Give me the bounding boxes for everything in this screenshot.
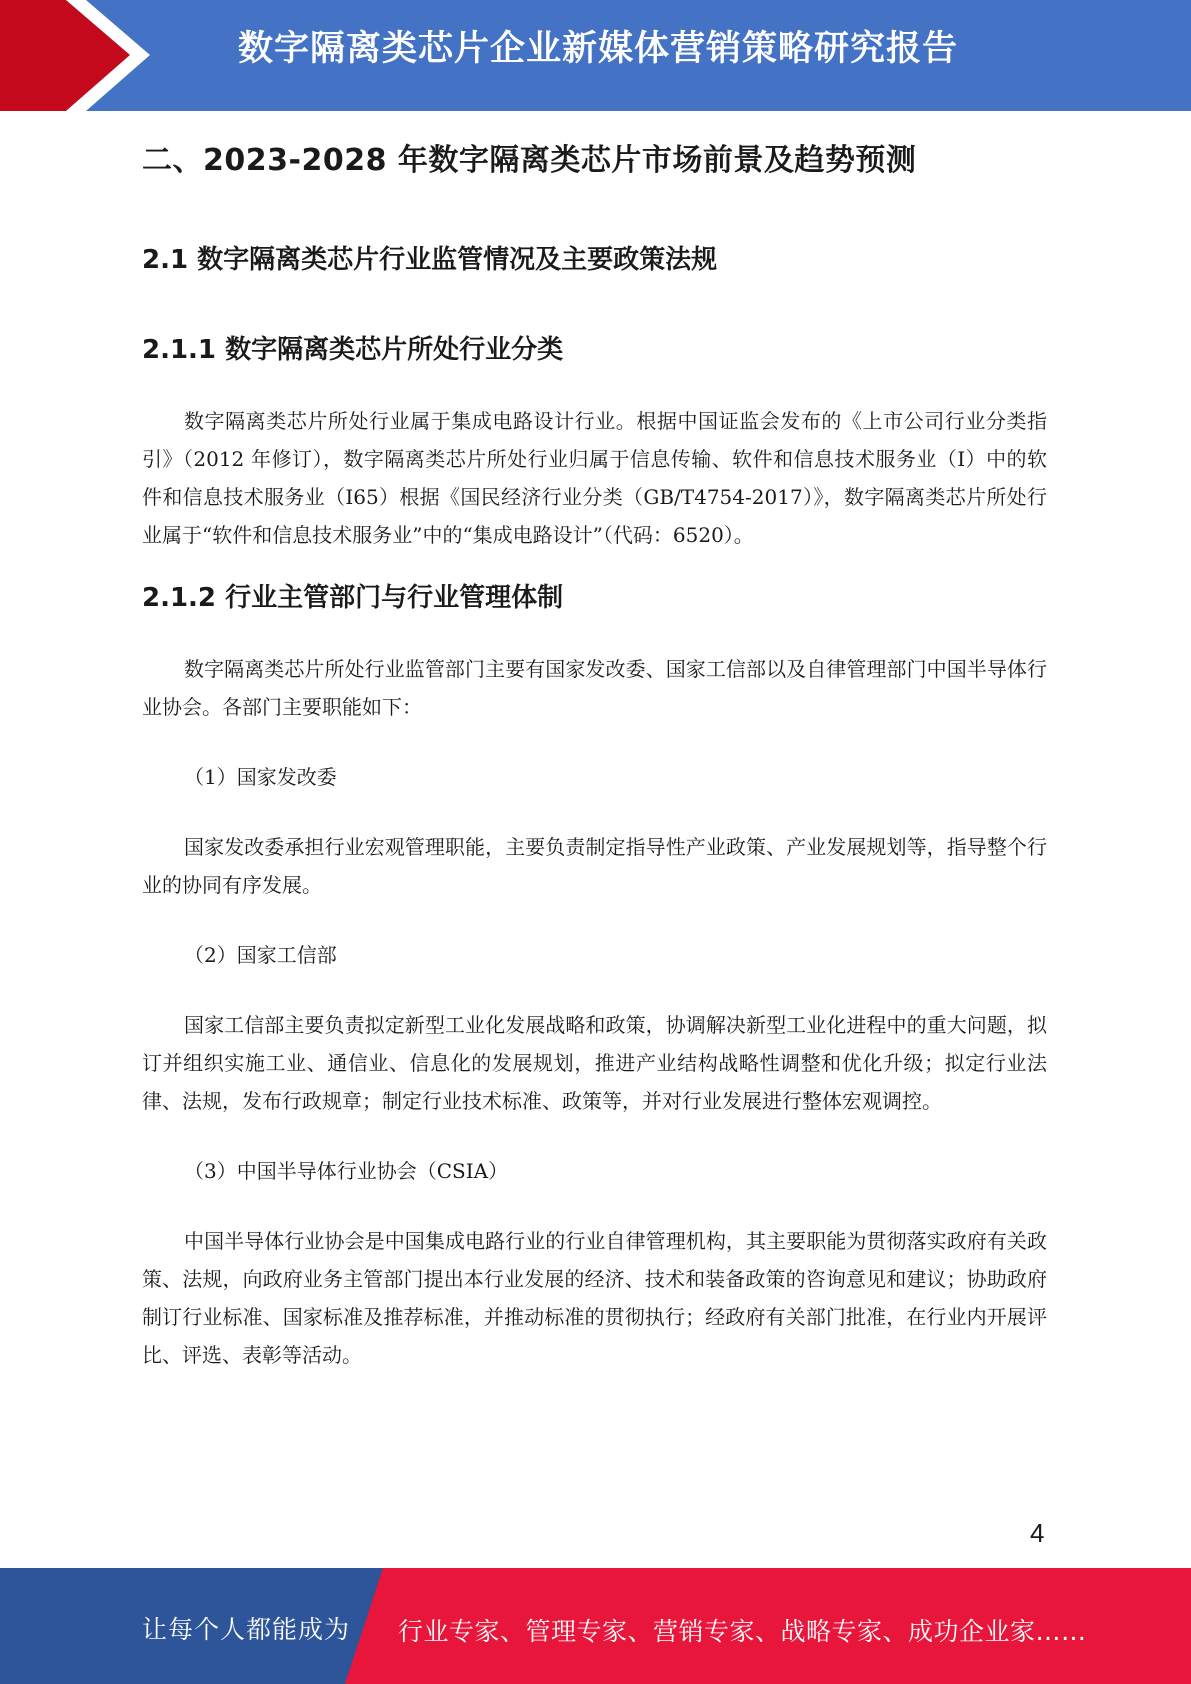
item-title-miit: （2）国家工信部 <box>184 943 337 967</box>
footer-slogan-left: 让每个人都能成为 <box>142 1615 351 1644</box>
item-text-miit: 国家工信部主要负责拟定新型工业化发展战略和政策，协调解决新型工业化进程中的重大问题，拟订并组织实施工业、通信业、信息化的发展规划，推进产业结构战略性调整和优化升级；拟定行业法律、法规，发布行政规章；制定行业技术标准、政策等，并对行业发展进行整体宏观调控。 <box>142 1013 1047 1113</box>
paragraph-regulators-intro: 数字隔离类芯片所处行业监管部门主要有国家发改委、国家工信部以及自律管理部门中国半导体行业协会。各部门主要职能如下： <box>142 657 1047 719</box>
report-title: 数字隔离类芯片企业新媒体营销策略研究报告 <box>238 29 959 69</box>
page-number: 4 <box>1030 1518 1045 1548</box>
header-red-arrow <box>0 0 150 111</box>
item-text-ndrc: 国家发改委承担行业宏观管理职能，主要负责制定指导性产业政策、产业发展规划等，指导整个行业的协同有序发展。 <box>142 835 1047 897</box>
footer-banner <box>0 1568 1191 1684</box>
item-text-csia: 中国半导体行业协会是中国集成电路行业的行业自律管理机构，其主要职能为贯彻落实政府有关政策、法规，向政府业务主管部门提出本行业发展的经济、技术和装备政策的咨询意见和建议；协助政府制订行业标准、国家标准及推荐标准，并推动标准的贯彻执行；经政府有关部门批准，在行业内开展评比、评选、表彰等活动。 <box>142 1229 1047 1367</box>
footer-slogan-right: 行业专家、管理专家、营销专家、战略专家、成功企业家…… <box>398 1617 1087 1646</box>
subsection-heading-2-1: 2.1 数字隔离类芯片行业监管情况及主要政策法规 <box>142 245 718 275</box>
header-banner <box>0 0 1191 111</box>
paragraph-industry-classification: 数字隔离类芯片所处行业属于集成电路设计行业。根据中国证监会发布的《上市公司行业分类指引》（2012 年修订），数字隔离类芯片所处行业归属于信息传输、软件和信息技术服务业（I）中的软件和信息技术服务业（I65）根据《国民经济行业分类（GB/T4754-2017）》，数字隔离类芯片所处行业属于“软件和信息技术服务业”中的“集成电路设计”（代码：6520）。 <box>142 409 1047 547</box>
item-title-ndrc: （1）国家发改委 <box>184 765 337 789</box>
main-content <box>142 140 1047 1374</box>
item-title-csia: （3）中国半导体行业协会（CSIA） <box>184 1159 509 1183</box>
section-title: 二、2023-2028 年数字隔离类芯片市场前景及趋势预测 <box>142 143 917 178</box>
subsection-heading-2-1-2: 2.1.2 行业主管部门与行业管理体制 <box>142 583 564 613</box>
subsection-heading-2-1-1: 2.1.1 数字隔离类芯片所处行业分类 <box>142 335 564 365</box>
